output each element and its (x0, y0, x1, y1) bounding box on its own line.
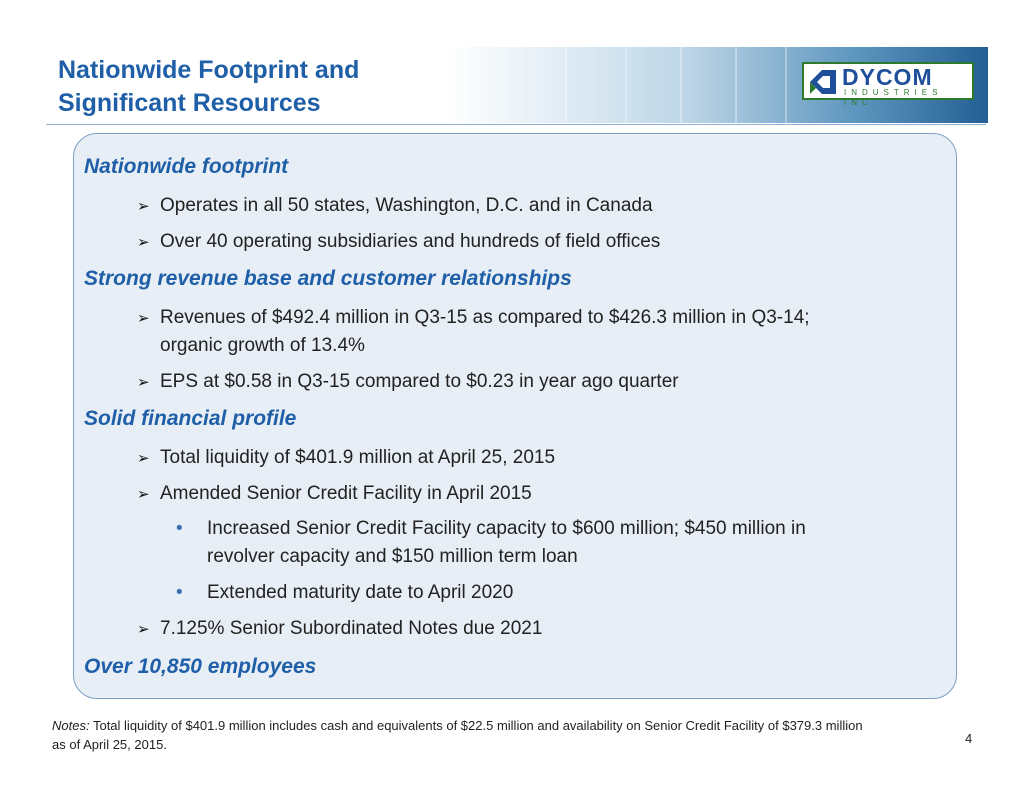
arrow-bullet-icon: ➢ (137, 486, 150, 503)
footnote (52, 716, 872, 754)
arrow-bullet-icon: ➢ (137, 310, 150, 327)
slide-title (58, 54, 478, 120)
dycom-logo-icon (808, 68, 838, 96)
bullet-item: ➢ 7.125% Senior Subordinated Notes due 2021 (137, 616, 159, 643)
page-number: 4 (965, 731, 973, 746)
arrow-bullet-icon: ➢ (137, 450, 150, 467)
bullet-item: ➢ Amended Senior Credit Facility in April 2015 (137, 481, 159, 508)
dycom-logo (802, 62, 974, 107)
bullet-item: ➢ Over 40 operating subsidiaries and hundreds of field offices (137, 229, 159, 256)
bullet-item: ➢ Revenues of $492.4 million in Q3-15 as compared to $426.3 million in Q3-14; (137, 305, 159, 332)
footnote-text: Total liquidity of $401.9 million includes cash and equivalents of $22.5 million and availability on Senior Credit Facility of $379.3 million as of April 25, 2015. (52, 718, 863, 752)
dot-bullet-icon: • (176, 582, 183, 603)
section-heading-employees: Over 10,850 employees (84, 655, 317, 678)
section-heading-revenue: Strong revenue base and customer relationships (84, 267, 572, 290)
bullet-item: ➢ Total liquidity of $401.9 million at April 25, 2015 (137, 445, 159, 472)
bullet-continuation: organic growth of 13.4% (160, 335, 365, 356)
bullet-item: ➢ EPS at $0.58 in Q3-15 compared to $0.23 in year ago quarter (137, 369, 159, 396)
dot-bullet-icon: • (176, 518, 183, 539)
arrow-bullet-icon: ➢ (137, 621, 150, 638)
sub-bullet-continuation: revolver capacity and $150 million term loan (207, 546, 578, 567)
arrow-bullet-icon: ➢ (137, 374, 150, 391)
slide-title-line-1: Nationwide Footprint and (58, 56, 360, 84)
bullet-item: ➢ Operates in all 50 states, Washington, D.C. and in Canada (137, 193, 159, 220)
arrow-bullet-icon: ➢ (137, 234, 150, 251)
section-heading-footprint: Nationwide footprint (84, 155, 289, 178)
logo-wordmark: DYCOM (842, 64, 933, 90)
logo-subtitle: INDUSTRIES INC. (844, 88, 943, 107)
title-divider (46, 124, 986, 125)
footnote-label: Notes: (52, 718, 90, 733)
arrow-bullet-icon: ➢ (137, 198, 150, 215)
slide-title-line-2: Significant Resources (58, 89, 321, 117)
section-heading-financial: Solid financial profile (84, 407, 297, 430)
